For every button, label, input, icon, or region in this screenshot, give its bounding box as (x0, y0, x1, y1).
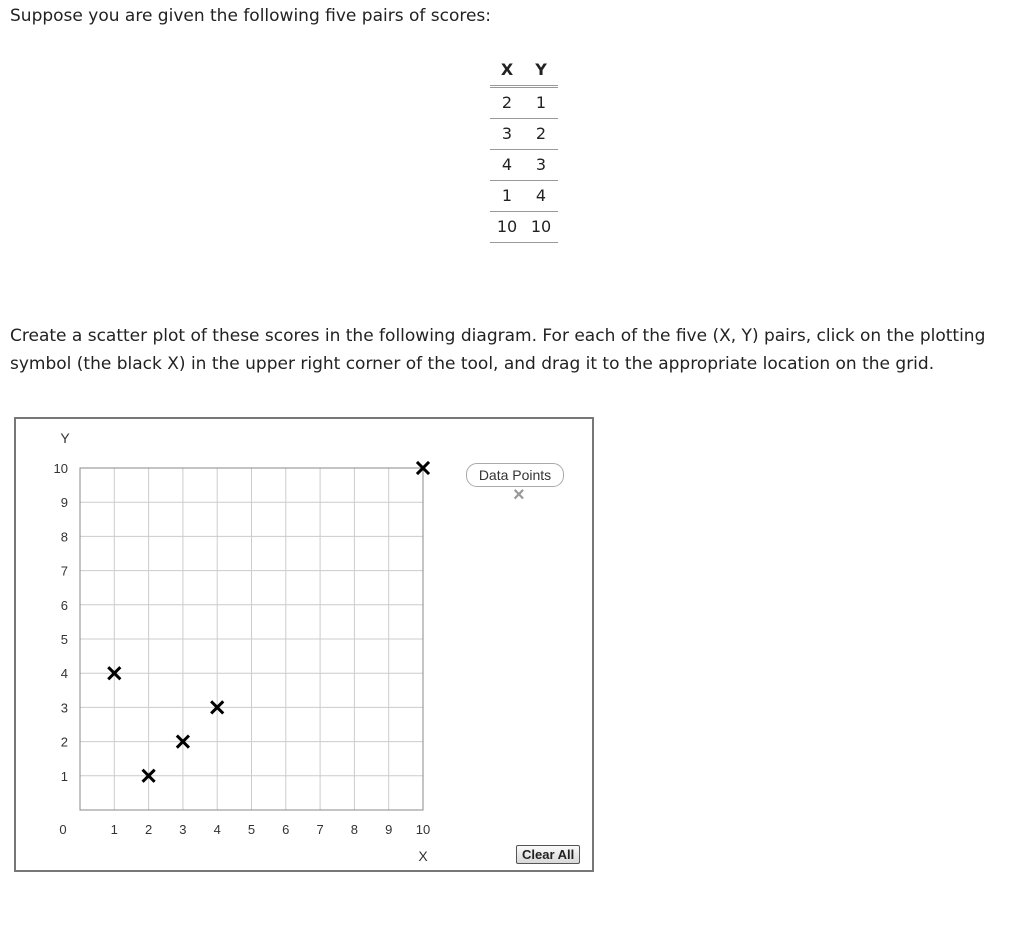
cell-y: 3 (524, 150, 558, 181)
cell-y: 10 (524, 212, 558, 243)
table-row (490, 150, 558, 181)
x-tick-label: 0 (59, 822, 67, 837)
x-tick-label: 1 (110, 822, 118, 837)
y-tick-label: 3 (60, 700, 68, 716)
x-axis-label: X (418, 848, 428, 864)
cell-x: 3 (490, 119, 524, 150)
cell-y: 1 (524, 87, 558, 119)
y-tick-label: 2 (60, 734, 68, 750)
intro-text: Suppose you are given the following five pairs of scores: (10, 6, 492, 26)
cell-x: 2 (490, 87, 524, 119)
plot-symbol-source-icon[interactable]: × (513, 484, 525, 506)
y-tick-label: 5 (60, 632, 68, 647)
cell-x: 4 (490, 150, 524, 181)
table-row (490, 119, 558, 150)
header-y: Y (524, 58, 558, 87)
y-tick-label: 4 (60, 666, 68, 682)
cell-x: 1 (490, 181, 524, 212)
header-x: X (490, 58, 524, 87)
y-axis-label: Y (60, 430, 70, 446)
y-tick-label: 8 (60, 529, 68, 545)
scores-table (490, 58, 558, 243)
table-row (490, 181, 558, 212)
x-tick-label: 3 (179, 822, 187, 837)
x-tick-label: 7 (316, 822, 324, 837)
cell-x: 10 (490, 212, 524, 243)
clear-all-button[interactable]: Clear All (516, 845, 580, 864)
x-tick-label: 5 (247, 822, 256, 837)
x-tick-label: 10 (415, 822, 431, 837)
x-tick-label: 8 (350, 822, 359, 837)
y-tick-label: 7 (60, 563, 68, 579)
instructions-text: Create a scatter plot of these scores in the following diagram. For each of the five (X, Y) pairs, click on the plotting symbol (the black X) in the upper right corner of the tool, and drag it to the appropriate location on the grid. (10, 326, 986, 374)
cell-y: 2 (524, 119, 558, 150)
x-tick-label: 9 (385, 822, 393, 837)
scatter-plot-tool[interactable] (14, 417, 594, 872)
cell-y: 4 (524, 181, 558, 212)
table-row (490, 87, 558, 119)
data-points-palette: Data Points (466, 463, 564, 487)
x-tick-label: 2 (144, 822, 153, 837)
y-tick-label: 9 (60, 495, 68, 511)
y-tick-label: 10 (53, 461, 68, 476)
y-tick-label: 1 (60, 768, 68, 784)
x-tick-label: 6 (282, 822, 290, 837)
y-tick-label: 6 (60, 597, 68, 613)
table-row (490, 212, 558, 243)
x-tick-label: 4 (213, 822, 221, 837)
